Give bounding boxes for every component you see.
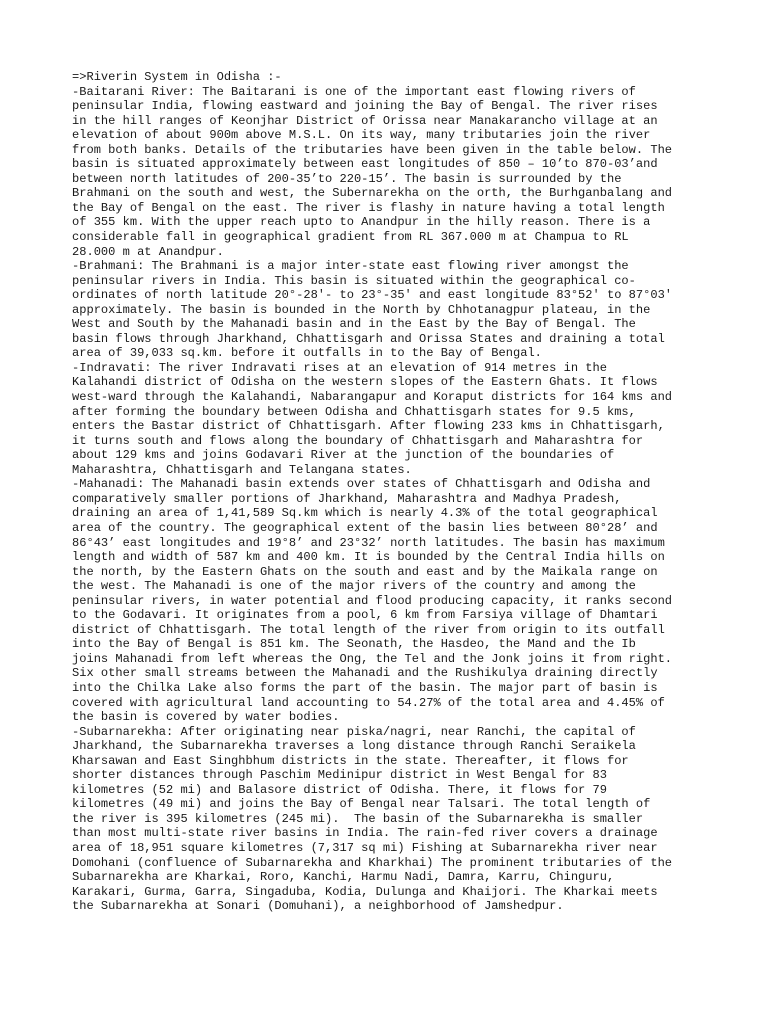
text-line: 86°43’ east longitudes and 19°8’ and 23°32’ north latitudes. The basin has maximum (72, 535, 665, 550)
text-line: approximately. The basin is bounded in the North by Chhotanagpur plateau, in the (72, 302, 651, 317)
text-line: length and width of 587 km and 400 km. It is bounded by the Central India hills on (72, 550, 665, 565)
text-line: into the Bay of Bengal is 851 km. The Seonath, the Hasdeo, the Mand and the Ib (72, 637, 636, 652)
text-line: considerable fall in geographical gradient from RL 367.000 m at Champua to RL (72, 230, 629, 245)
text-line: into the Chilka Lake also forms the part of the basin. The major part of basin is (72, 680, 658, 695)
text-line: Maharashtra, Chhattisgarh and Telangana states. (72, 462, 412, 477)
text-line: comparatively smaller portions of Jharkhand, Maharashtra and Madhya Pradesh, (72, 491, 622, 506)
text-line: Jharkhand, the Subarnarekha traverses a long distance through Ranchi Seraikela (72, 739, 636, 754)
text-line: the river is 395 kilometres (245 mi). The basin of the Subarnarekha is smaller (72, 811, 644, 826)
text-line: -Indravati: The river Indravati rises at an elevation of 914 metres in the (72, 360, 607, 375)
text-line: peninsular India, flowing eastward and joining the Bay of Bengal. The river rises (72, 99, 658, 114)
text-line: peninsular rivers in India. This basin is situated within the geographical co- (72, 273, 636, 288)
text-line: the north, by the Eastern Ghats on the south and east and by the Maikala range on (72, 564, 658, 579)
text-line: basin flows through Jharkhand, Chhattisgarh and Orissa States and draining a total (72, 331, 665, 346)
text-line: Brahmani on the south and west, the Subernarekha on the orth, the Burhganbalang and (72, 186, 673, 201)
text-line: draining an area of 1,41,589 Sq.km which is nearly 4.3% of the total geographical (72, 506, 658, 521)
text-line: after forming the boundary between Odisha and Chhattisgarh states for 9.5 kms, (72, 404, 636, 419)
text-line: to the Godavari. It originates from a pool, 6 km from Farsiya village of Dhamtari (72, 608, 658, 623)
text-line: than most multi-state river basins in India. The rain-fed river covers a drainage (72, 826, 658, 841)
text-line: Kalahandi district of Odisha on the western slopes of the Eastern Ghats. It flows (72, 375, 658, 390)
text-line: area of 18,951 square kilometres (7,317 sq mi) Fishing at Subarnarekha river near (72, 840, 658, 855)
text-line: joins Mahanadi from left whereas the Ong, the Tel and the Jonk joins it from right. (72, 651, 673, 666)
text-line: West and South by the Mahanadi basin and in the East by the Bay of Bengal. The (72, 317, 636, 332)
text-line: from both banks. Details of the tributaries have been given in the table below. The (72, 142, 673, 157)
text-line: area of the country. The geographical extent of the basin lies between 80°28’ and (72, 520, 658, 535)
text-line: Subarnarekha are Kharkai, Roro, Kanchi, Harmu Nadi, Damra, Karru, Chinguru, (72, 870, 615, 885)
text-line: the west. The Mahanadi is one of the major rivers of the country and among the (72, 579, 636, 594)
text-line: Six other small streams between the Mahanadi and the Rushikulya draining directly (72, 666, 658, 681)
text-line: -Baitarani River: The Baitarani is one of the important east flowing rivers of (72, 84, 636, 99)
text-line: area of 39,033 sq.km. before it outfalls in to the Bay of Bengal. (72, 346, 542, 361)
text-line: about 129 kms and joins Godavari River at the junction of the boundaries of (72, 448, 615, 463)
text-line: the Subarnarekha at Sonari (Domuhani), a neighborhood of Jamshedpur. (72, 899, 564, 914)
text-line: the Bay of Bengal on the east. The river is flashy in nature having a total length (72, 200, 665, 215)
document-body-text (72, 70, 712, 914)
text-line: kilometres (52 mi) and Balasore district of Odisha. There, it flows for 79 (72, 782, 607, 797)
text-line: =>Riverin System in Odisha :- (72, 70, 282, 84)
text-line: ordinates of north latitude 20°-28'- to 23°-35' and east longitude 83°52' to 87°03' (72, 288, 673, 303)
text-line: -Mahanadi: The Mahanadi basin extends over states of Chhattisgarh and Odisha and (72, 477, 651, 492)
text-line: basin is situated approximately between east longitudes of 850 – 10’to 870-03’and (72, 157, 658, 172)
text-line: Kharsawan and East Singhbhum districts in the state. Thereafter, it flows for (72, 753, 629, 768)
text-line: -Subarnarekha: After originating near piska/nagri, near Ranchi, the capital of (72, 724, 636, 739)
text-line: 28.000 m at Anandpur. (72, 244, 224, 259)
text-line: district of Chhattisgarh. The total length of the river from origin to its outfall (72, 622, 665, 637)
text-line: west-ward through the Kalahandi, Nabarangapur and Koraput districts for 164 kms and (72, 390, 673, 405)
text-line: covered with agricultural land accounting to 54.27% of the total area and 4.45% of (72, 695, 665, 710)
text-line: kilometres (49 mi) and joins the Bay of Bengal near Talsari. The total length of (72, 797, 651, 812)
text-line: it turns south and flows along the boundary of Chhattisgarh and Maharashtra for (72, 433, 644, 448)
text-line: enters the Bastar district of Chhattisgarh. After flowing 233 kms in Chhattisgarh, (72, 419, 665, 434)
text-line: shorter distances through Paschim Medinipur district in West Bengal for 83 (72, 768, 607, 783)
text-line: Domohani (confluence of Subarnarekha and Kharkhai) The prominent tributaries of the (72, 855, 673, 870)
text-line: Karakari, Gurma, Garra, Singaduba, Kodia, Dulunga and Khaijori. The Kharkai meets (72, 884, 658, 899)
text-line: the basin is covered by water bodies. (72, 710, 340, 725)
text-line: in the hill ranges of Keonjhar District of Orissa near Manakarancho village at an (72, 113, 658, 128)
text-line: -Brahmani: The Brahmani is a major inter-state east flowing river amongst the (72, 259, 629, 274)
text-line: of 355 km. With the upper reach upto to Anandpur in the hilly reason. There is a (72, 215, 651, 230)
text-line: between north latitudes of 200-35’to 220-15’. The basin is surrounded by the (72, 171, 622, 186)
text-line: peninsular rivers, in water potential and flood producing capacity, it ranks second (72, 593, 673, 608)
text-line: elevation of about 900m above M.S.L. On its way, many tributaries join the river (72, 128, 651, 143)
